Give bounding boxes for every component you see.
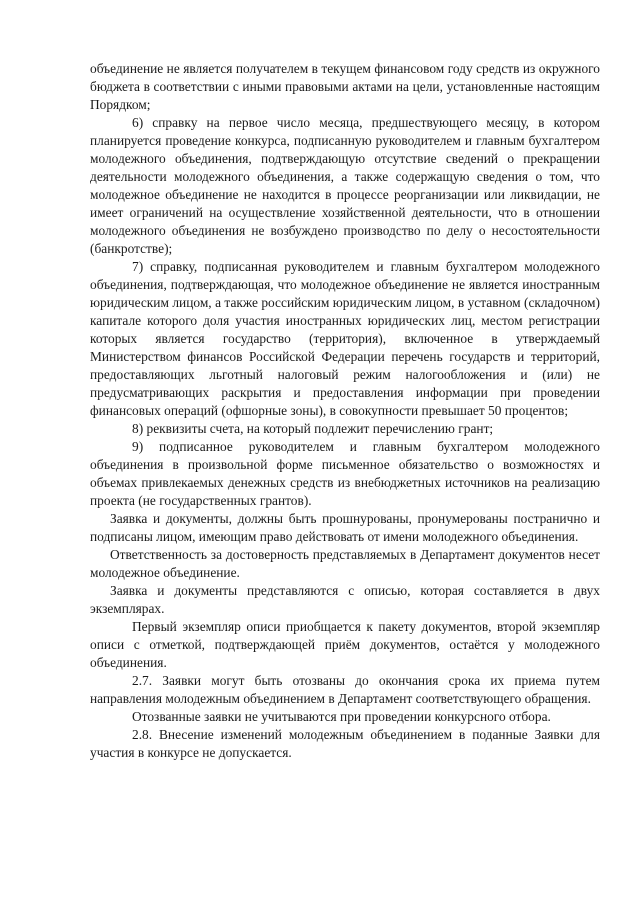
paragraph-responsibility: Ответственность за достоверность представляемых в Департамент документов несет молодежное объединение. <box>90 547 600 580</box>
paragraph-2-7: 2.7. Заявки могут быть отозваны до окончания срока их приема путем направления молодежным объединением в Департамент соответствующего обращения. <box>90 673 600 706</box>
paragraph-inventory: Заявка и документы представляются с описью, которая составляется в двух экземплярах. <box>90 583 600 616</box>
paragraph-continuation: объединение не является получателем в текущем финансовом году средств из окружного бюджета в соответствии с иными правовыми актами на цели, установленные настоящим Порядком; <box>90 61 600 112</box>
paragraph-binding-requirements: Заявка и документы, должны быть прошнурованы, пронумерованы постранично и подписаны лицом, имеющим право действовать от имени молодежного объединения. <box>90 511 600 544</box>
paragraph-inventory-copies: Первый экземпляр описи приобщается к пакету документов, второй экземпляр описи с отметкой, подтверждающей приём документов, остаётся у молодежного объединения. <box>90 619 600 670</box>
paragraph-item-7: 7) справку, подписанная руководителем и главным бухгалтером молодежного объединения, подтверждающая, что молодежное объединение не является иностранным юридическим лицом, а также российским юридическим лицом, в уставном (складочном) капитале которого доля участия иностранных юридических лиц, местом регистрации которых является государство (территория), включенное в утверждаемый Министерством финансов Российской Федерации перечень государств и территорий, предоставляющих льготный налоговый режим налогообложения и (или) не предусматривающих раскрытия и предоставления информации при проведении финансовых операций (офшорные зоны), в совокупности превышает 50 процентов; <box>90 259 600 418</box>
paragraph-item-9: 9) подписанное руководителем и главным бухгалтером молодежного объединения в произвольной форме письменное обязательство о возможностях и объемах привлекаемых денежных средств из внебюджетных источников на реализацию проекта (не государственных грантов). <box>90 439 600 508</box>
paragraph-item-8: 8) реквизиты счета, на который подлежит перечислению грант; <box>132 421 494 436</box>
paragraph-2-8: 2.8. Внесение изменений молодежным объединением в поданные Заявки для участия в конкурсе не допускается. <box>90 727 600 760</box>
paragraph-item-6: 6) справку на первое число месяца, предшествующего месяцу, в котором планируется проведение конкурса, подписанную руководителем и главным бухгалтером молодежного объединения, подтверждающую отсутствие сведений о прекращении деятельности молодежного объединения, а также содержащую сведения о том, что молодежное объединение не находится в процессе реорганизации или ликвидации, не имеет ограничений на осуществление хозяйственной деятельности, что в отношении молодежного объединения не возбуждено производство по делу о несостоятельности (банкротстве); <box>90 115 600 256</box>
document-body <box>90 60 600 762</box>
paragraph-withdrawn: Отозванные заявки не учитываются при проведении конкурсного отбора. <box>132 709 551 724</box>
